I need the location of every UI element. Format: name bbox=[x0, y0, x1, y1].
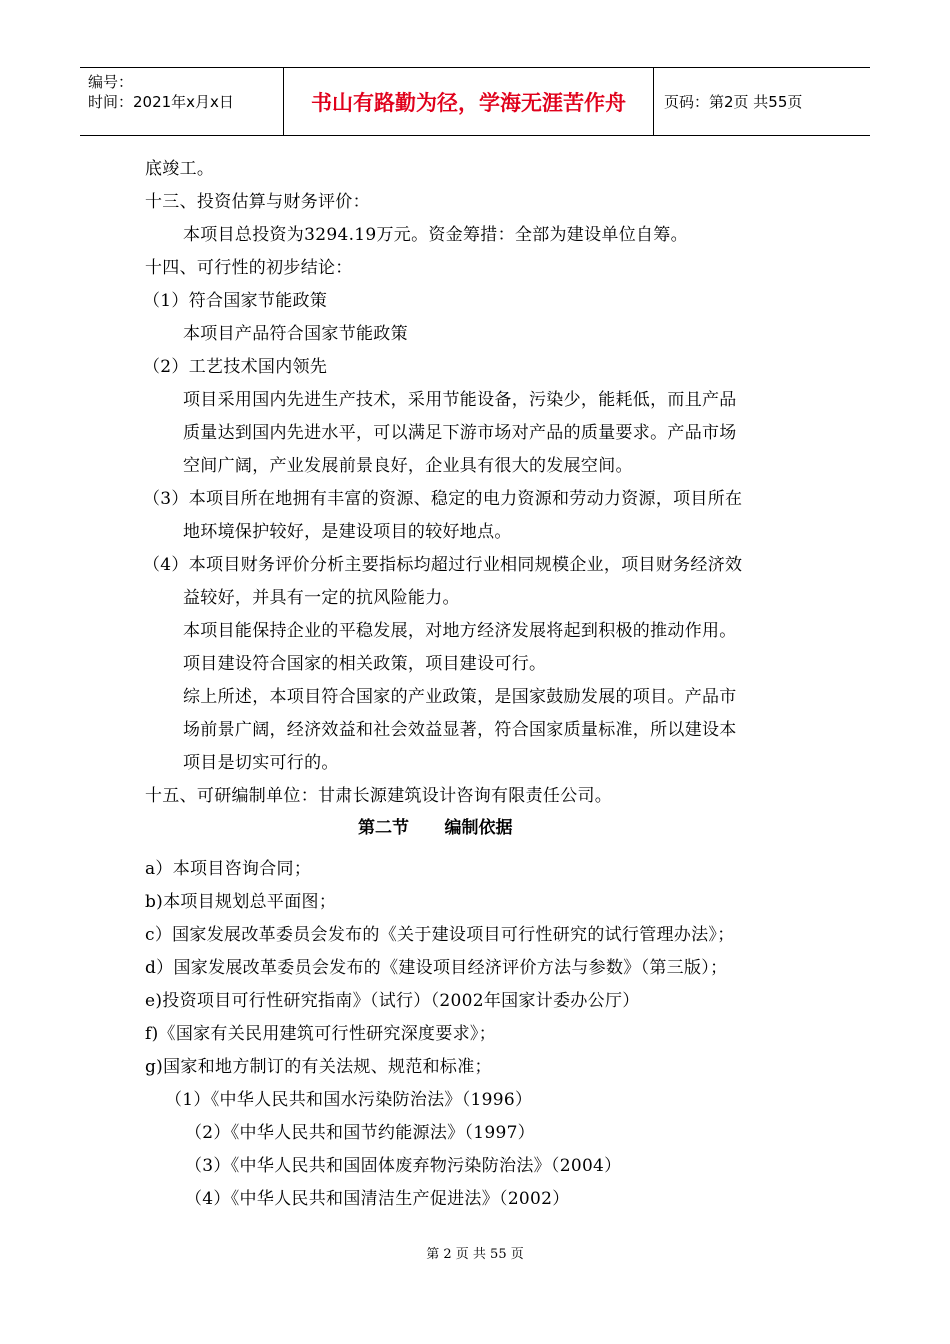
body-line: 本项目能保持企业的平稳发展，对地方经济发展将起到积极的推动作用。 bbox=[183, 621, 737, 641]
body-line: 本项目总投资为3294.19万元。资金筹措：全部为建设单位自筹。 bbox=[183, 225, 688, 245]
header-page-cell bbox=[654, 68, 870, 135]
header-left-cell bbox=[80, 68, 283, 135]
basis-item: a）本项目咨询合同； bbox=[145, 859, 312, 879]
law-item: （2）《中华人民共和国节约能源法》（1997） bbox=[185, 1123, 535, 1143]
basis-item: g)国家和地方制订的有关法规、规范和标准； bbox=[145, 1057, 492, 1077]
basis-item: f)《国家有关民用建筑可行性研究深度要求》； bbox=[145, 1024, 497, 1044]
header-page-info: 页码：第2页 共55页 bbox=[664, 93, 803, 111]
list-item: （4）本项目财务评价分析主要指标均超过行业相同规模企业，项目财务经济效 bbox=[143, 555, 743, 575]
list-item: （2）工艺技术国内领先 bbox=[143, 357, 328, 377]
body-line: 地环境保护较好，是建设项目的较好地点。 bbox=[183, 522, 512, 542]
list-item: （3）本项目所在地拥有丰富的资源、稳定的电力资源和劳动力资源，项目所在 bbox=[143, 489, 743, 509]
document-date: 时间：2021年x月x日 bbox=[88, 93, 234, 111]
document-number-label: 编号： bbox=[88, 73, 134, 91]
basis-item: d）国家发展改革委员会发布的《建设项目经济评价方法与参数》（第三版）； bbox=[145, 958, 728, 978]
body-line: 项目是切实可行的。 bbox=[183, 753, 339, 773]
body-line: 综上所述，本项目符合国家的产业政策，是国家鼓励发展的项目。产品市 bbox=[183, 687, 737, 707]
list-item: （1）符合国家节能政策 bbox=[143, 291, 328, 311]
body-line: 项目采用国内先进生产技术，采用节能设备，污染少，能耗低，而且产品 bbox=[183, 390, 737, 410]
section-heading: 第二节 编制依据 bbox=[358, 818, 513, 838]
body-line: 质量达到国内先进水平，可以满足下游市场对产品的质量要求。产品市场 bbox=[183, 423, 737, 443]
page-header bbox=[80, 67, 870, 136]
body-line: 本项目产品符合国家节能政策 bbox=[183, 324, 408, 344]
header-motto: 书山有路勤为径，学海无涯苦作舟 bbox=[311, 90, 626, 115]
header-motto-cell bbox=[283, 68, 654, 135]
page-footer: 第 2 页 共 55 页 bbox=[426, 1247, 524, 1262]
basis-item: c）国家发展改革委员会发布的《关于建设项目可行性研究的试行管理办法》； bbox=[145, 925, 735, 945]
section-14-heading: 十四、可行性的初步结论： bbox=[145, 258, 353, 278]
basis-item: e)投资项目可行性研究指南》（试行）（2002年国家计委办公厅） bbox=[145, 991, 640, 1011]
body-line: 场前景广阔，经济效益和社会效益显著，符合国家质量标准，所以建设本 bbox=[183, 720, 737, 740]
law-item: （4）《中华人民共和国清洁生产促进法》（2002） bbox=[185, 1189, 570, 1209]
section-13-heading: 十三、投资估算与财务评价： bbox=[145, 192, 370, 212]
body-line: 空间广阔，产业发展前景良好，企业具有很大的发展空间。 bbox=[183, 456, 633, 476]
law-item: （3）《中华人民共和国固体废弃物污染防治法》（2004） bbox=[185, 1156, 622, 1176]
body-line: 项目建设符合国家的相关政策，项目建设可行。 bbox=[183, 654, 547, 674]
basis-item: b)本项目规划总平面图； bbox=[145, 892, 337, 912]
section-15-heading: 十五、可研编制单位：甘肃长源建筑设计咨询有限责任公司。 bbox=[145, 786, 613, 806]
law-item: （1）《中华人民共和国水污染防治法》（1996） bbox=[165, 1090, 533, 1110]
body-line: 益较好，并具有一定的抗风险能力。 bbox=[183, 588, 460, 608]
body-line: 底竣工。 bbox=[145, 159, 215, 179]
